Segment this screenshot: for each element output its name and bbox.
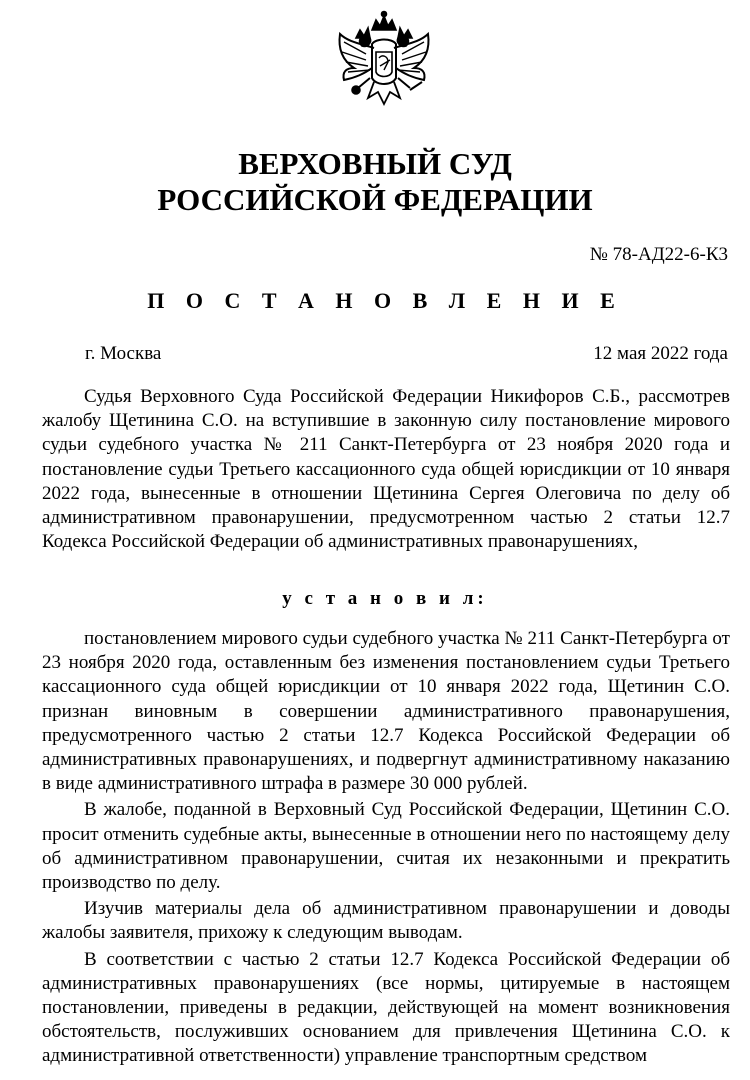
- body-paragraph: В соответствии с частью 2 статьи 12.7 Кодекса Российской Федерации об административных правонарушениях (все нормы, цитируемые в настоящем постановлении, приведены в редакции, действующей на момент возникновения обстоятельств, послуживших основанием для привлечения Щетинина С.О. к административной ответственности) управление транспортным средством: [42, 948, 730, 1067]
- verdict-heading: у с т а н о в и л:: [282, 588, 488, 609]
- case-number: № 78-АД22-6-К3: [589, 244, 728, 265]
- document-type-heading: П О С Т А Н О В Л Е Н И Е: [147, 288, 623, 313]
- body-paragraph: постановлением мирового судьи судебного участка № 211 Санкт-Петербурга от 23 ноября 2020 года, оставленным без изменения постановлением судьи Третьего кассационного суда общей юрисдикции от 10 января 2022 года, Щетинин С.О. признан виновным в совершении административного правонарушения, предусмотренного частью 2 статьи 12.7 Кодекса Российской Федерации об административных правонарушениях, и подвергнут административному наказанию в виде административного штрафа в размере 30 000 рублей.: [42, 628, 730, 795]
- intro-paragraph: Судья Верховного Суда Российской Федерации Никифоров С.Б., рассмотрев жалобу Щетинина С.О. на вступившие в законную силу постановление мирового судьи судебного участка № 211 Санкт-Петербурга от 23 ноября 2020 года и постановление судьи Третьего кассационного суда общей юрисдикции от 10 января 2022 года, вынесенные в отношении Щетинина Сергея Олеговича по делу об административном правонарушении, предусмотренном частью 2 статьи 12.7 Кодекса Российской Федерации об административных правонарушениях,: [42, 386, 730, 553]
- coat-of-arms-icon: [332, 8, 436, 114]
- intro-section: [42, 385, 730, 554]
- court-name-line-1: ВЕРХОВНЫЙ СУД: [238, 146, 512, 181]
- body-paragraph: В жалобе, поданной в Верховный Суд Российской Федерации, Щетинин С.О. просит отменить судебные акты, вынесенные в отношении него по настоящему делу об административном правонарушении, считая их незаконными и прекратить производство по делу.: [42, 799, 730, 894]
- body-paragraph: Изучив материалы дела об административном правонарушении и доводы жалобы заявителя, прихожу к следующим выводам.: [42, 898, 730, 944]
- document-date: 12 мая 2022 года: [593, 343, 728, 364]
- document-city: г. Москва: [85, 343, 162, 364]
- main-text-section: [42, 627, 730, 1071]
- court-name-heading: [0, 146, 750, 218]
- court-name-line-2: РОССИЙСКОЙ ФЕДЕРАЦИИ: [157, 182, 593, 217]
